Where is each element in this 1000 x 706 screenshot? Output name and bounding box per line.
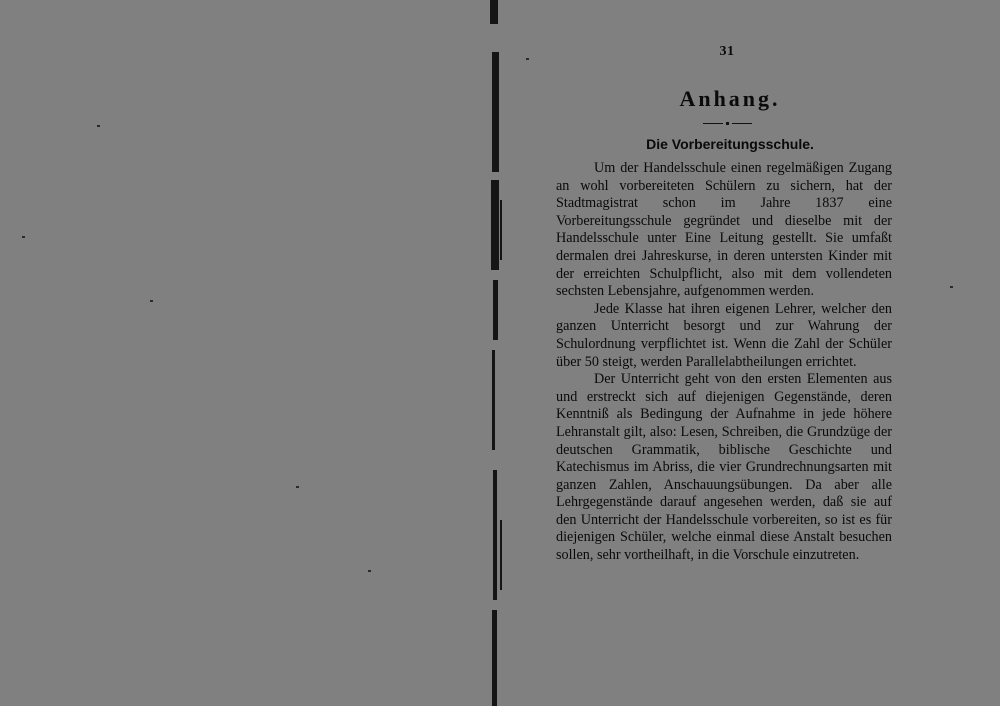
scan-speck	[368, 570, 371, 572]
gutter-shadow	[492, 610, 497, 706]
gutter-shadow	[493, 280, 498, 340]
page-number: 31	[719, 44, 735, 59]
gutter-shadow	[492, 52, 499, 172]
scan-speck	[97, 125, 100, 127]
scan-speck	[150, 300, 153, 302]
scan-speck	[526, 58, 529, 60]
title-ornament	[703, 122, 753, 126]
section-title: Die Vorbereitungsschule.	[646, 136, 814, 152]
paragraph: Jede Klasse hat ihren eigenen Lehrer, welcher den ganzen Unterricht besorgt und zur Wahrung der Schulordnung verpflichtet ist. Wenn die Zahl der Schüler über 50 steigt, werden Parallelabtheilungen errichtet.	[556, 300, 892, 370]
gutter-shadow	[492, 350, 495, 450]
gutter-shadow	[500, 200, 502, 260]
chapter-title: Anhang.	[679, 86, 781, 111]
gutter-shadow	[493, 470, 497, 600]
scan-speck	[296, 486, 299, 488]
paragraph: Um der Handelsschule einen regelmäßigen Zugang an wohl vorbereiteten Schülern zu sichern, hat der Stadtmagistrat schon im Jahre 1837 eine Vorbereitungsschule gegründet und dieselbe mit der Handelsschule unter Eine Leitung gestellt. Sie umfaßt dermalen drei Jahreskurse, in deren untersten Kinder mit der erreichten Schulpflicht, also mit dem vollendeten sechsten Lebensjahre, aufgenommen werden.	[556, 160, 892, 300]
gutter-shadow	[500, 520, 502, 590]
gutter-shadow	[491, 180, 499, 270]
body-text	[556, 160, 892, 565]
scan-speck	[950, 286, 953, 288]
scan-speck	[22, 236, 25, 238]
gutter-shadow	[490, 0, 498, 24]
book-gutter	[486, 0, 506, 706]
paragraph: Der Unterricht geht von den ersten Elementen aus und erstreckt sich auf diejenigen Gegenstände, deren Kenntniß als Bedingung der Aufnahme in jede höhere Lehranstalt gilt, also: Lesen, Schreiben, die Grundzüge der deutschen Grammatik, biblische Geschichte und Katechismus im Abriss, die vier Grundrechnungsarten mit ganzen Zahlen, Anschauungsübungen. Da aber alle Lehrgegenstände darauf angesehen werden, daß sie auf den Unterricht der Handelsschule vorbereiten, so ist es für diejenigen Schüler, welche einmal diese Anstalt besuchen sollen, sehr vortheilhaft, in die Vorschule einzutreten.	[556, 371, 892, 564]
